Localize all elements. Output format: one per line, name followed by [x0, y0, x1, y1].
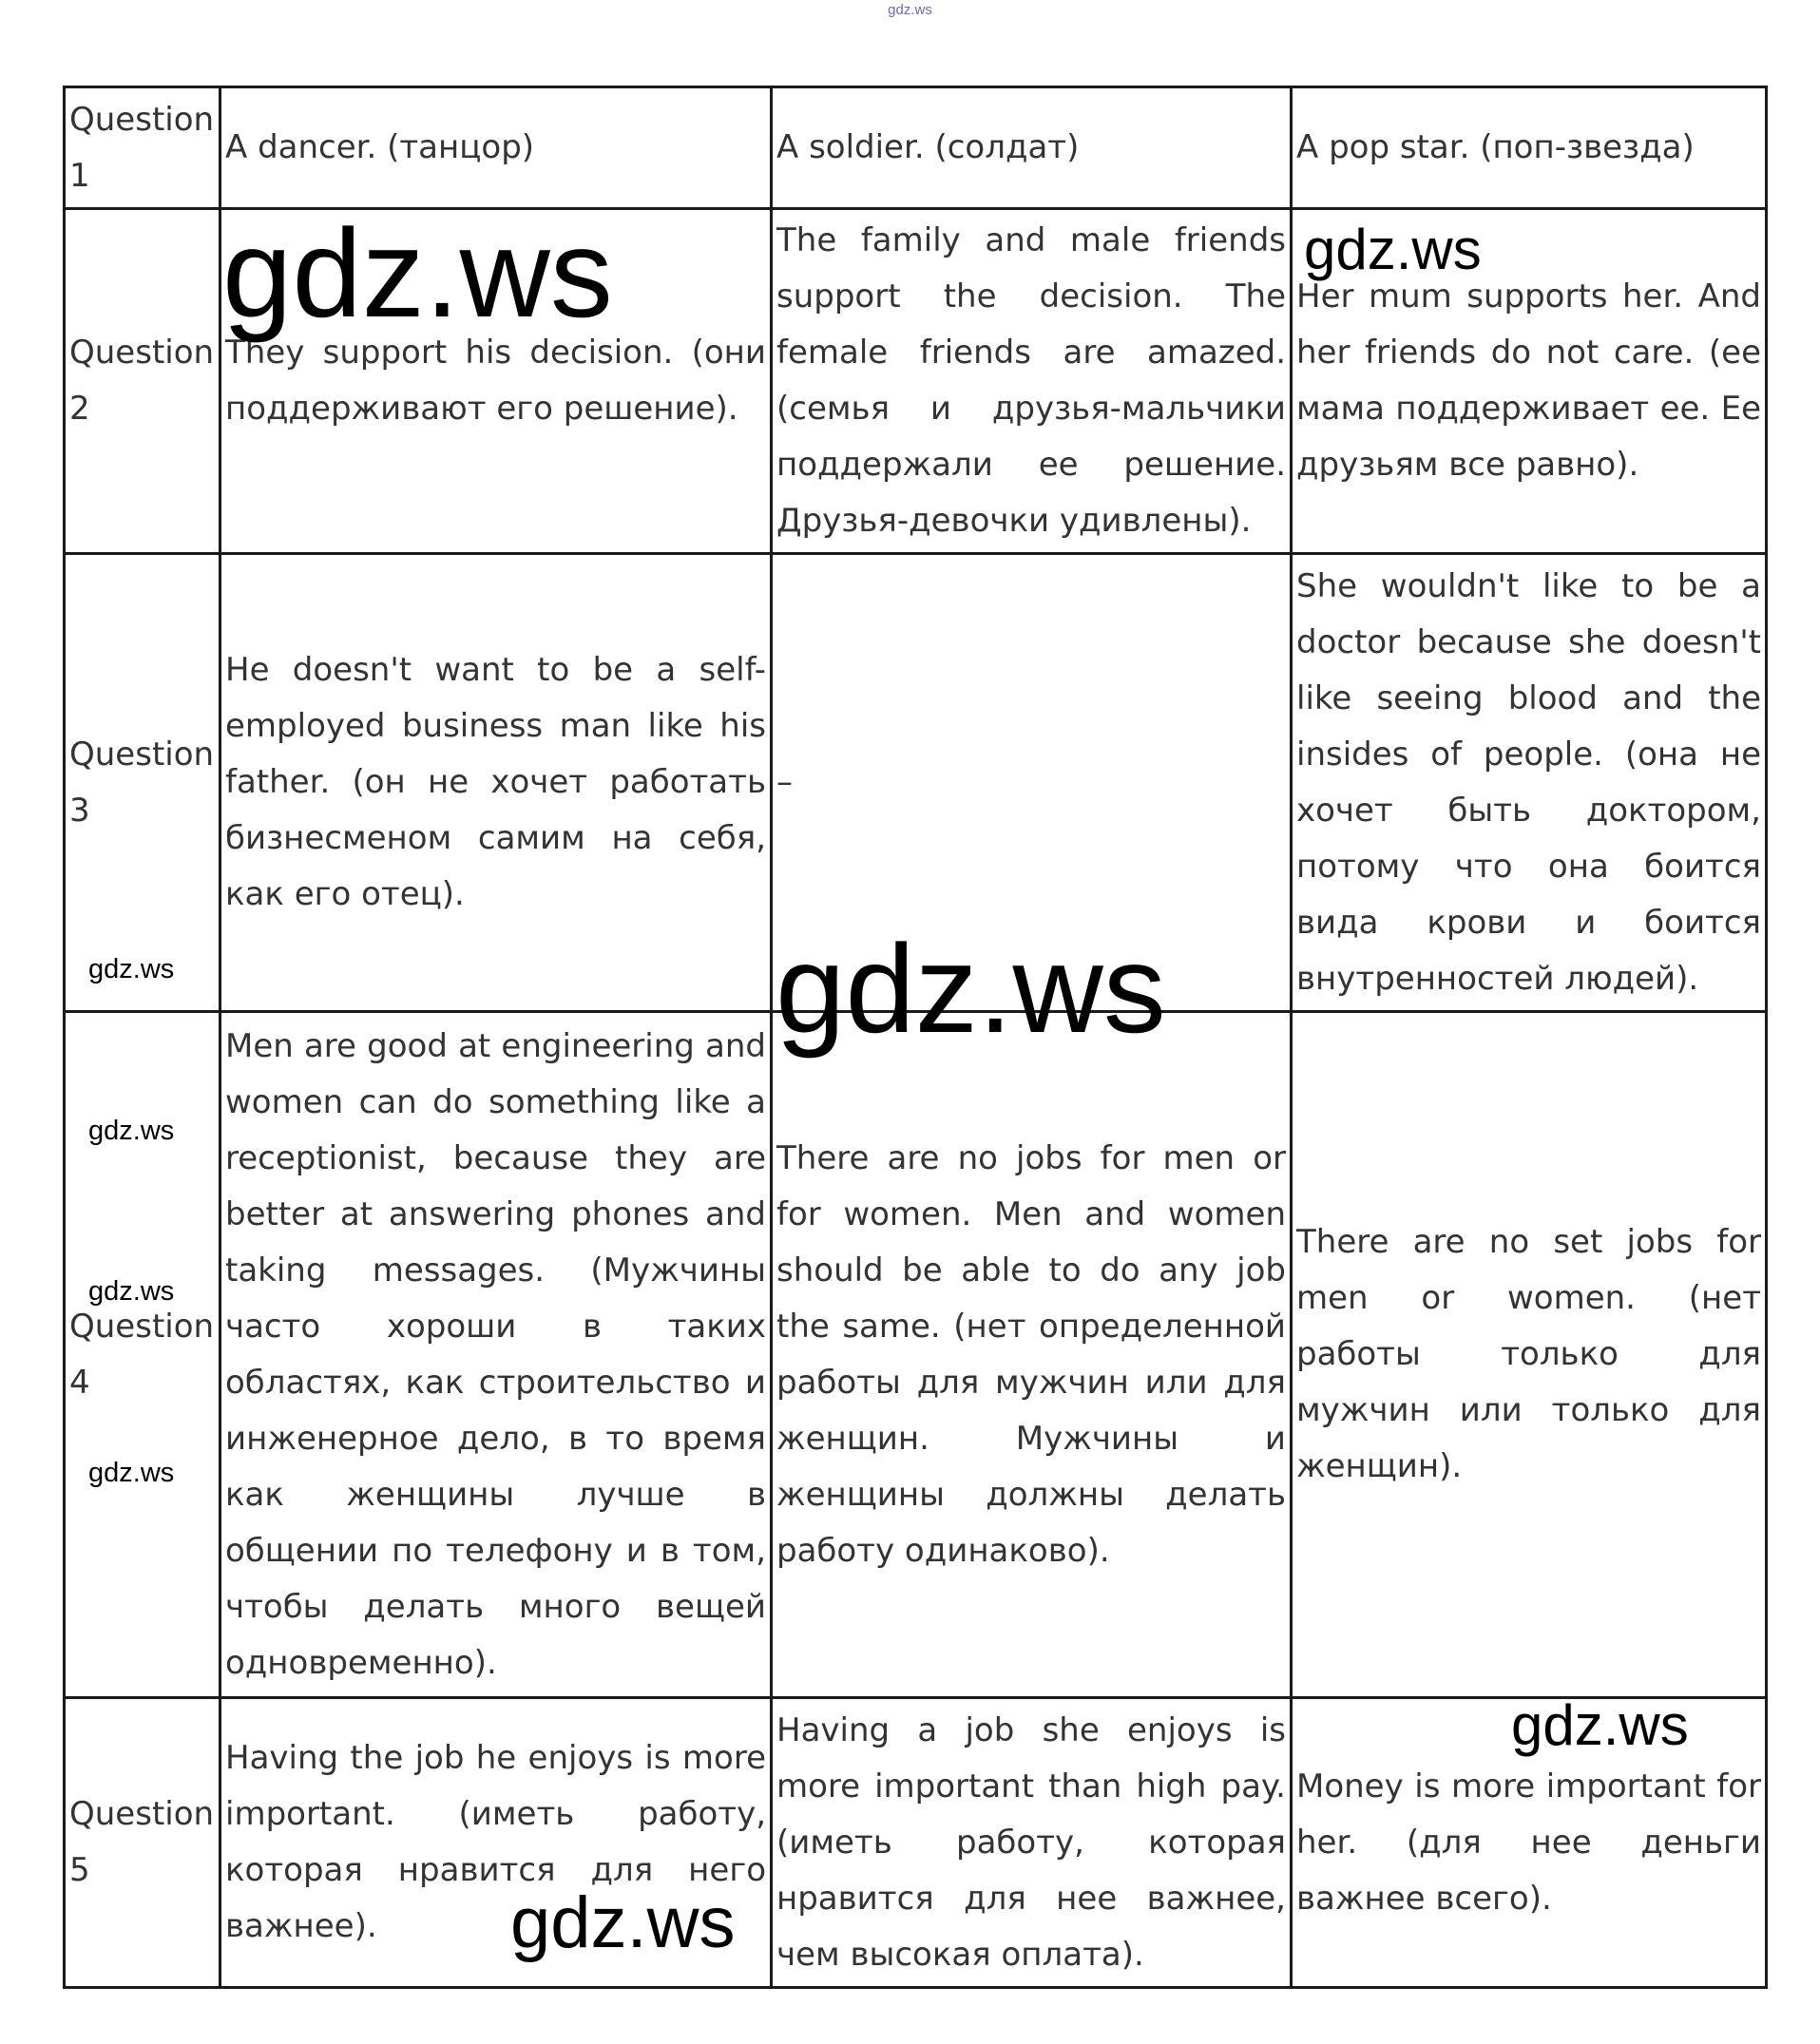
- watermark: gdz.ws: [222, 203, 613, 343]
- watermark: gdz.ws: [776, 919, 1166, 1059]
- popstar-cell: Her mum supports her. And her friends do not care. (ее мама поддерживает ее. Ее друзьям все равно).: [1292, 209, 1767, 554]
- popstar-cell: She wouldn't like to be a doctor because she doesn't like seeing blood and the insides of people. (она не хочет быть доктором, потому что она боится вида крови и боится внутренностей людей).: [1292, 554, 1767, 1012]
- watermark: gdz.ws: [88, 954, 175, 984]
- watermark: gdz.ws: [88, 1276, 175, 1307]
- question-cell: Question 2: [65, 209, 220, 554]
- popstar-cell: A pop star. (поп-звезда): [1292, 87, 1767, 209]
- soldier-cell: There are no jobs for men or for women. Men and women should be able to do any job the same. (нет определенной работы для мужчин или для женщин. Мужчины и женщины должны делать работу одинаково).: [772, 1012, 1292, 1698]
- soldier-cell: –: [772, 554, 1292, 1012]
- watermark: gdz.ws: [1304, 218, 1482, 281]
- dancer-cell: A dancer. (танцор): [220, 87, 772, 209]
- watermark: gdz.ws: [1511, 1693, 1689, 1757]
- dancer-cell: Men are good at engineering and women can do something like a receptionist, because they are better at answering phones and taking messages. (Мужчины часто хороши в таких областях, как строительство и инженерное дело, в то время как женщины лучше в общении по телефону и в том, чтобы делать много вещей одновременно).: [220, 1012, 772, 1698]
- popstar-cell: There are no set jobs for men or women. (нет работы только для мужчин или только для женщин).: [1292, 1012, 1767, 1698]
- question-cell: Question 5: [65, 1698, 220, 1988]
- watermark: gdz.ws: [88, 1458, 175, 1488]
- question-cell: Question 3: [65, 554, 220, 1012]
- table-row: [65, 1012, 1767, 1698]
- watermark: gdz.ws: [88, 1116, 175, 1146]
- table-row: [65, 87, 1767, 209]
- question-cell: Question 4: [65, 1012, 220, 1698]
- question-cell: Question 1: [65, 87, 220, 209]
- soldier-cell: A soldier. (солдат): [772, 87, 1292, 209]
- dancer-cell: They support his decision. (они поддерживают его решение).: [220, 209, 772, 554]
- site-watermark-top: gdz.ws: [888, 2, 932, 18]
- watermark: gdz.ws: [510, 1882, 736, 1963]
- popstar-cell: Money is more important for her. (для нее деньги важнее всего).: [1292, 1698, 1767, 1988]
- soldier-cell: Having a job she enjoys is more important than high pay. (иметь работу, которая нравится для нее важнее, чем высокая оплата).: [772, 1698, 1292, 1988]
- soldier-cell: The family and male friends support the decision. The female friends are amazed. (семья и друзья-мальчики поддержали ее решение. Друзья-девочки удивлены).: [772, 209, 1292, 554]
- dancer-cell: He doesn't want to be a self-employed business man like his father. (он не хочет работать бизнесменом самим на себя, как его отец).: [220, 554, 772, 1012]
- dancer-cell: Having the job he enjoys is more important. (иметь работу, которая нравится для него важнее).: [220, 1698, 772, 1988]
